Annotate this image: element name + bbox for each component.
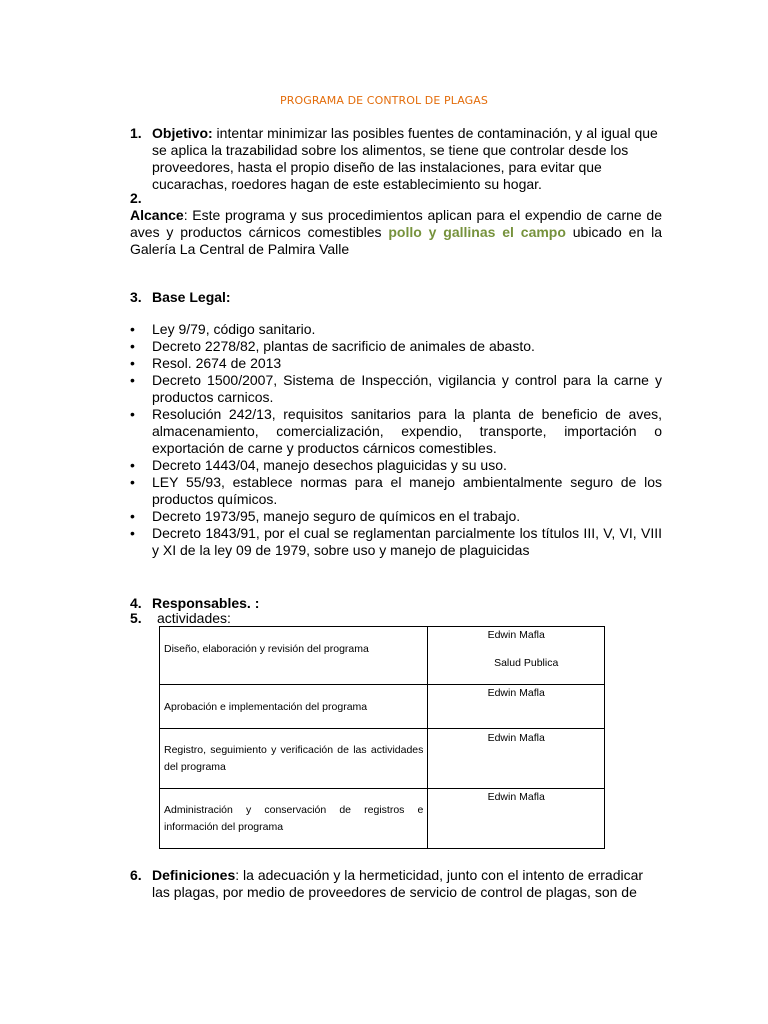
section-1-number: 1.: [130, 125, 142, 141]
list-item: • LEY 55/93, establece normas para el manejo ambientalmente seguro de los productos químicos.: [130, 474, 662, 507]
activities-heading: actividades:: [157, 610, 231, 626]
legal-basis-heading: Base Legal:: [152, 289, 231, 305]
table-cell-activity: Diseño, elaboración y revisión del programa: [160, 627, 428, 685]
definitions-line: : la adecuación y la hermeticidad, junto con el intento de erradicar: [235, 867, 644, 883]
table-cell-activity: Aprobación e implementación del programa: [160, 685, 428, 729]
table-row: [160, 729, 605, 789]
section-5-number: 5.: [130, 610, 142, 626]
scope-label: Alcance: [130, 207, 184, 223]
table-cell-activity: Registro, seguimiento y verificación de las actividades del programa: [160, 729, 428, 789]
table-cell-responsible: Edwin Mafla: [428, 789, 605, 849]
section-6-definitions: [152, 867, 672, 901]
document-title: PROGRAMA DE CONTROL DE PLAGAS: [279, 94, 489, 107]
section-4-number: 4.: [130, 595, 142, 611]
list-item: • Decreto 1973/95, manejo seguro de químicos en el trabajo.: [130, 508, 521, 524]
list-item: • Decreto 1500/2007, Sistema de Inspección, vigilancia y control para la carne y productos carnicos.: [130, 372, 662, 405]
objective-line: cucarachas, roedores hagan de este establecimiento su hogar.: [152, 176, 542, 192]
list-item: • Decreto 1443/04, manejo desechos plaguicidas y su uso.: [130, 457, 507, 473]
table-cell-responsible: Edwin Mafla: [428, 685, 605, 729]
section-2-number: 2.: [130, 190, 142, 206]
responsibles-heading: Responsables. :: [152, 595, 260, 611]
list-item: • Decreto 2278/82, plantas de sacrificio de animales de abasto.: [130, 338, 535, 354]
business-name: pollo y gallinas el campo: [388, 224, 566, 240]
table-row: [160, 627, 605, 685]
responsibilities-table: [159, 626, 605, 849]
definitions-label: Definiciones: [152, 867, 236, 883]
legal-basis-list: [130, 321, 662, 559]
scope-line: ubicado en la: [565, 224, 662, 240]
objective-line: proveedores, hasta el propio diseño de las instalaciones, para evitar que: [152, 159, 602, 175]
section-3-number: 3.: [130, 289, 142, 305]
section-1-objective: [152, 125, 672, 193]
list-item: • Resolución 242/13, requisitos sanitarios para la planta de beneficio de aves, almacenamiento, comercialización, expendio, transporte, importación o exportación de carne y productos cárnicos comestibles.: [130, 406, 662, 456]
definitions-line: las plagas, por medio de proveedores de servicio de control de plagas, son de: [152, 884, 637, 900]
table-cell-responsible: Edwin Mafla: [428, 729, 605, 789]
scope-line: aves y productos cárnicos comestibles: [130, 224, 389, 240]
list-item: • Ley 9/79, código sanitario.: [130, 321, 316, 337]
objective-line: intentar minimizar las posibles fuentes de contaminación, y al igual que: [212, 125, 658, 141]
section-2-scope: [130, 207, 662, 258]
scope-line: : Este programa y sus procedimientos aplican para el expendio de carne de: [183, 207, 662, 223]
table-cell-activity: Administración y conservación de registros e información del programa: [160, 789, 428, 849]
table-row: [160, 789, 605, 849]
list-item: • Decreto 1843/91, por el cual se reglamentan parcialmente los títulos III, V, VI, VIII y XI de la ley 09 de 1979, sobre uso y manejo de plaguicidas: [130, 525, 662, 558]
table-cell-responsible: Edwin Mafla Salud Publica: [428, 627, 605, 685]
objective-label: Objetivo:: [152, 125, 213, 141]
scope-line: Galería La Central de Palmira Valle: [130, 241, 350, 257]
table-row: [160, 685, 605, 729]
list-item: • Resol. 2674 de 2013: [130, 355, 282, 371]
objective-line: se aplica la trazabilidad sobre los alimentos, se tiene que controlar desde los: [152, 142, 629, 158]
section-6-number: 6.: [130, 867, 142, 883]
